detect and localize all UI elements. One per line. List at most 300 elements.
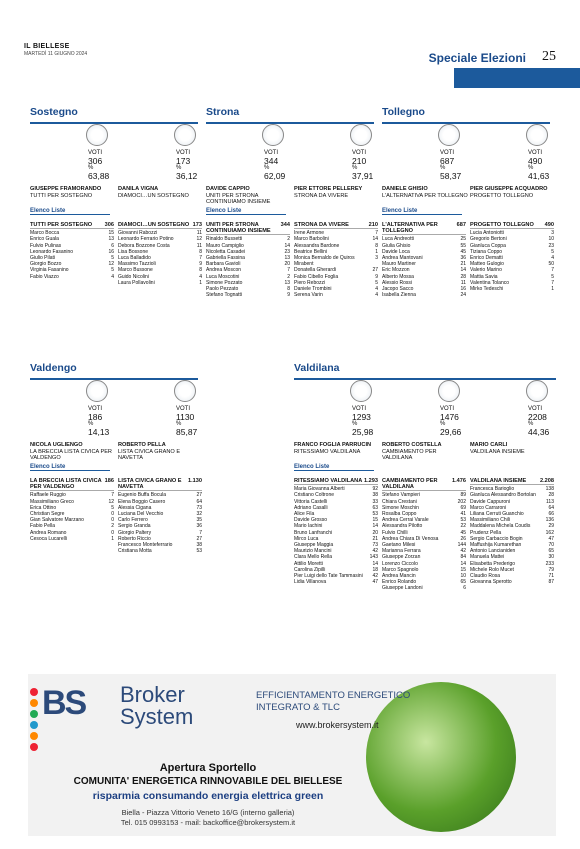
candidate-name: Enrico Dematti — [470, 255, 503, 262]
candidate-name: Alessandra Pilotto — [382, 523, 423, 530]
ad-contacts: Tel. 015 0993153 - mail: backoffice@brokersystem.it — [120, 818, 296, 827]
elenco-liste-heading: Elenco Liste — [30, 464, 110, 471]
preference-count: 9 — [375, 273, 378, 280]
preference-count: 1 — [111, 535, 114, 542]
list-table — [470, 478, 554, 585]
candidate-name: Simone Moschin — [382, 504, 419, 511]
list-name: TUTTI PER SOSTEGNO — [30, 222, 93, 228]
list-total: 490 — [544, 222, 554, 228]
preference-count: 25 — [460, 236, 466, 243]
vote-percent: 37,91 — [352, 170, 374, 181]
candidate-name: Massimo Tazzioli — [118, 261, 156, 268]
preference-count: 30 — [548, 554, 554, 561]
candidate-info — [206, 186, 292, 206]
tagline: EFFICIENTAMENTO ENERGETICO INTEGRATO & TLC — [256, 690, 411, 713]
preference-count: 21 — [460, 261, 466, 268]
candidate-name: Maffushija Kumarethan — [470, 542, 522, 549]
preference-count: 162 — [545, 529, 554, 536]
candidate-name: Serena Varin — [294, 292, 323, 299]
preference-count: 13 — [284, 279, 290, 286]
list-name: LA BRECCIA LISTA CIVICA PER VALDENGO — [30, 478, 102, 491]
candidate-info — [294, 186, 380, 199]
list-total: 344 — [280, 222, 290, 228]
preference-count: 3 — [375, 255, 378, 262]
preference-count: 28 — [460, 273, 466, 280]
preference-count: 53 — [196, 548, 202, 555]
vote-count: 210 — [352, 155, 367, 166]
preference-count: 9 — [287, 292, 290, 299]
vote-count: 687 — [440, 155, 455, 166]
preference-count: 16 — [108, 248, 114, 255]
preference-count: 92 — [372, 486, 378, 493]
vote-percent: 85,87 — [176, 426, 198, 437]
candidate-name: Carlo Ferrero — [118, 517, 148, 524]
list-row — [30, 536, 114, 542]
list-table — [382, 478, 466, 592]
list-logo-icon — [438, 380, 460, 402]
votes-label: VOTI — [440, 406, 455, 412]
preference-count: 50 — [548, 261, 554, 268]
votes-label: VOTI — [176, 150, 191, 156]
preference-count: 5 — [551, 248, 554, 255]
list-total: 173 — [192, 222, 202, 228]
candidate-name: Maddalena Michela Coudis — [470, 523, 531, 530]
preference-count: 5 — [551, 273, 554, 280]
preference-count: 2 — [287, 273, 290, 280]
candidate-name: Cristiana Motta — [118, 548, 152, 555]
vote-box — [528, 406, 549, 436]
candidate-name: Fulvio Pulinas — [30, 242, 62, 249]
preference-count: 71 — [548, 573, 554, 580]
candidate-name: Giorgio Paltery — [118, 529, 152, 536]
list-total: 210 — [368, 222, 378, 228]
publication-name: IL BIELLESE — [24, 43, 70, 50]
votes-label: VOTI — [88, 150, 103, 156]
list-name: CAMBIAMENTO PER VALDILANA — [382, 478, 438, 491]
list-logo-icon — [438, 124, 460, 146]
candidate-name: Leonardo Ferrario Potino — [118, 236, 174, 243]
candidate-name: Valentina Tolanco — [470, 279, 510, 286]
candidate-name: Massimiliano Chili — [470, 517, 511, 524]
preference-count: 23 — [548, 242, 554, 249]
candidate-name: Alessia Cigana — [118, 504, 152, 511]
preference-count: 6 — [463, 585, 466, 592]
candidate-name: Davide Loca — [382, 248, 410, 255]
candidate-name: Marco Bocca — [30, 230, 60, 237]
candidate-info — [118, 186, 204, 199]
preference-count: 13 — [108, 236, 114, 243]
candidate-name: Nicoletta Casadei — [206, 248, 246, 255]
candidate-name: Alice Fila — [294, 511, 315, 518]
candidate-name: Gabriella Fassina — [206, 255, 245, 262]
percent-label: % — [440, 165, 446, 171]
preference-count: 36 — [196, 523, 202, 530]
vote-count: 186 — [88, 411, 103, 422]
list-name: RITESSIAMO VALDILANA — [294, 478, 363, 484]
candidate-name: Gian Salvatore Marzano — [30, 517, 84, 524]
candidate-name: Chiara Crestani — [382, 498, 417, 505]
preference-count: 65 — [548, 548, 554, 555]
vote-percent: 63,88 — [88, 170, 110, 181]
candidate-name: Giuseppe Maggia — [294, 542, 334, 549]
list-table — [118, 478, 202, 554]
list-total: 2.208 — [540, 478, 554, 484]
list-table — [294, 222, 378, 298]
candidate-name: Enrico Guala — [30, 236, 59, 243]
vote-count: 344 — [264, 155, 279, 166]
section-title: Speciale Elezioni — [428, 51, 526, 65]
candidate-name: Maurizio Mancini — [294, 548, 332, 555]
candidate-name: Michele Rolo Mucet — [470, 566, 514, 573]
preference-count: 0 — [111, 511, 114, 518]
preference-count: 36 — [460, 255, 466, 262]
preference-count: 89 — [460, 492, 466, 499]
candidate-name: Mirko Tedeschi — [470, 286, 504, 293]
candidate-name: PIER ETTORE PELLEREY — [294, 186, 363, 192]
preference-count: 233 — [545, 560, 554, 567]
preference-count: 55 — [460, 242, 466, 249]
elenco-liste-heading: Elenco Liste — [206, 208, 286, 215]
municipality-title: Valdilana — [294, 362, 556, 380]
candidate-info — [30, 442, 116, 462]
candidate-name: Isabella Zienna — [382, 292, 416, 299]
votes-label: VOTI — [528, 150, 543, 156]
candidate-list: DIAMOCI…UN SOSTEGNO — [118, 192, 189, 199]
vote-percent: 25,98 — [352, 426, 374, 437]
candidate-name: Monica Bernaldo de Quiros Mirabent — [294, 255, 355, 268]
color-dots-icon — [30, 688, 40, 754]
list-total: 1.293 — [364, 478, 378, 484]
list-header — [382, 222, 466, 235]
preference-count: 7 — [551, 267, 554, 274]
candidate-name: Adriano Casalli — [294, 504, 328, 511]
preference-count: 4 — [551, 255, 554, 262]
percent-label: % — [176, 165, 182, 171]
votes-label: VOTI — [352, 406, 367, 412]
list-total: 1.130 — [188, 478, 202, 484]
candidate-name: Alessandra Bardone — [294, 242, 340, 249]
candidate-name: Bruno Lanfranchi — [294, 529, 333, 536]
preference-count: 64 — [548, 504, 554, 511]
candidate-name: Raffaele Ruggio — [30, 492, 66, 499]
preference-count: 5 — [111, 504, 114, 511]
candidate-name: Marco Spagnolo — [382, 566, 419, 573]
preference-count: 7 — [199, 529, 202, 536]
preference-count: 14 — [460, 560, 466, 567]
ad-headline: Apertura Sportello — [159, 762, 257, 774]
candidate-name: Erica Ottino — [30, 504, 57, 511]
preference-count: 2 — [111, 523, 114, 530]
candidate-name: Simone Pozzato — [206, 279, 243, 286]
preference-count: 7 — [199, 255, 202, 262]
preference-count: 15 — [372, 517, 378, 524]
percent-label: % — [528, 421, 534, 427]
preference-count: 64 — [196, 498, 202, 505]
candidate-name: Andrea Chiara Di Venosa — [382, 535, 439, 542]
preference-count: 12 — [108, 498, 114, 505]
header-bar — [24, 68, 580, 88]
candidate-name: Marianna Ferrara — [382, 548, 421, 555]
preference-count: 47 — [548, 535, 554, 542]
candidate-name: Antonio Lancianiden — [470, 548, 516, 555]
website-link[interactable]: www.brokersystem.it — [296, 720, 379, 730]
candidate-name: Debora Bozzone Costa — [118, 242, 170, 249]
candidate-name: Daniele Trombini — [294, 286, 332, 293]
candidate-name: Andrea Romano — [30, 529, 67, 536]
preference-count: 13 — [284, 255, 290, 262]
vote-count: 2208 — [528, 411, 547, 422]
preference-count: 73 — [372, 542, 378, 549]
vote-percent: 36,12 — [176, 170, 198, 181]
list-logo-icon — [350, 124, 372, 146]
candidate-name: Luca Andreotti — [382, 236, 414, 243]
list-row — [294, 255, 378, 267]
candidate-name: Luca Balladido — [118, 255, 151, 262]
candidate-name: Lorenzo Ciccolo — [382, 560, 418, 567]
candidate-name: Marco Barbolini — [294, 236, 329, 243]
candidate-name: Davide Cappuroni — [470, 498, 511, 505]
candidate-name: Elisabetta Prederigo — [470, 560, 516, 567]
list-row — [118, 280, 202, 286]
page-number: 25 — [542, 49, 556, 64]
candidate-name: Irene Armone — [294, 230, 325, 237]
list-logo-icon — [262, 124, 284, 146]
list-header — [118, 478, 202, 491]
candidate-name: Mirco Luca — [294, 535, 319, 542]
vote-box — [176, 406, 197, 436]
candidate-name: PIER GIUSEPPE ACQUADRO — [470, 186, 548, 192]
candidate-name: Guido Nicolini — [118, 273, 149, 280]
candidate-name: Fabio Cibello Foglia — [294, 273, 339, 280]
candidate-name: Piero Rebozzi — [294, 279, 326, 286]
preference-count: 87 — [548, 579, 554, 586]
candidate-info — [382, 186, 468, 199]
preference-count: 1 — [199, 279, 202, 286]
candidate-name: DANILA VIGNA — [118, 186, 159, 192]
list-logo-icon — [174, 380, 196, 402]
percent-label: % — [352, 165, 358, 171]
candidate-name: Giulia Ghisio — [382, 242, 411, 249]
preference-count: 10 — [548, 236, 554, 243]
list-header — [294, 222, 378, 229]
candidate-name: Leonardo Fasanino — [30, 248, 74, 255]
candidate-name: Eugenio Buffa Bocula — [118, 492, 167, 499]
candidate-list: CAMBIAMENTO PER VALDILANA — [382, 448, 437, 462]
preference-count: 14 — [460, 267, 466, 274]
candidate-name: Fulvio Chilli — [382, 529, 408, 536]
municipality-title: Tollegno — [382, 106, 550, 124]
ad-address: Biella - Piazza Vittorio Veneto 16/G (interno galleria) — [121, 808, 295, 817]
vote-percent: 58,37 — [440, 170, 462, 181]
preference-count: 0 — [111, 517, 114, 524]
preference-count: 15 — [460, 566, 466, 573]
preference-count: 144 — [457, 542, 466, 549]
preference-count: 21 — [372, 535, 378, 542]
advertisement[interactable] — [28, 674, 556, 836]
list-name: VALDILANA INSIEME — [470, 478, 527, 484]
list-table — [294, 478, 378, 585]
votes-label: VOTI — [528, 406, 543, 412]
list-name: LISTA CIVICA GRANO E NAVETTA — [118, 478, 182, 491]
preference-count: 14 — [372, 560, 378, 567]
preference-count: 3 — [551, 230, 554, 237]
list-row — [382, 585, 466, 591]
list-table — [30, 222, 114, 280]
preference-count: 8 — [199, 248, 202, 255]
preference-count: 63 — [372, 504, 378, 511]
list-header — [470, 222, 554, 229]
preference-count: 12 — [108, 261, 114, 268]
vote-count: 1476 — [440, 411, 459, 422]
publication-date: MARTEDÌ 11 GIUGNO 2024 — [24, 51, 88, 57]
preference-count: 0 — [111, 529, 114, 536]
votes-label: VOTI — [88, 406, 103, 412]
list-name: DIAMOCI…UN SOSTEGNO — [118, 222, 190, 228]
candidate-name: Cesoca Lucarelli — [30, 535, 67, 542]
preference-count: 27 — [372, 267, 378, 274]
preference-count: 29 — [548, 523, 554, 530]
candidate-name: Carolina Zipilli — [294, 566, 326, 573]
percent-label: % — [88, 421, 94, 427]
preference-count: 20 — [284, 261, 290, 268]
candidate-name: Giuseppe Zorzan — [382, 554, 421, 561]
vote-count: 490 — [528, 155, 543, 166]
candidate-name: Prudenz Pella — [470, 529, 502, 536]
list-logo-icon — [86, 124, 108, 146]
list-total: 687 — [456, 222, 466, 228]
vote-percent: 29,66 — [440, 426, 462, 437]
candidate-list: LA BRECCIA LISTA CIVICA PER VALDENGO — [30, 448, 112, 462]
vote-percent: 44,36 — [528, 426, 550, 437]
list-row — [470, 579, 554, 585]
elenco-liste-heading: Elenco Liste — [294, 464, 374, 471]
municipality-title: Valdengo — [30, 362, 198, 380]
list-total: 1.476 — [452, 478, 466, 484]
preference-count: 7 — [287, 267, 290, 274]
candidate-list: STRONA DA VIVERE — [294, 192, 349, 199]
vote-box — [352, 150, 373, 180]
list-row — [382, 292, 466, 298]
candidate-name: Attilio Moretti — [294, 560, 323, 567]
candidate-name: Giorgio Bozzo — [30, 261, 62, 268]
candidate-name: Luciana Del Vecchio — [118, 511, 164, 518]
list-table — [206, 222, 290, 298]
vote-box — [176, 150, 197, 180]
candidate-name: Fabio Pella — [30, 523, 56, 530]
municipality-valdilana — [294, 362, 556, 592]
list-row — [206, 292, 290, 298]
candidate-name: Gianluca Alessandro Bortolan — [470, 492, 536, 499]
candidate-name: Fabio Viazzo — [30, 273, 59, 280]
preference-count: 27 — [196, 535, 202, 542]
candidate-name: Giuseppe Landoni — [382, 585, 423, 592]
list-header — [118, 222, 202, 229]
candidate-name: NICOLA UGLIENGO — [30, 442, 83, 448]
preference-count: 33 — [372, 498, 378, 505]
preference-count: 1 — [551, 286, 554, 293]
candidate-name: Stefano Tognatti — [206, 292, 243, 299]
preference-count: 70 — [548, 542, 554, 549]
percent-label: % — [440, 421, 446, 427]
preference-count: 12 — [196, 236, 202, 243]
preference-count: 202 — [457, 498, 466, 505]
preference-count: 11 — [460, 279, 466, 286]
preference-count: 4 — [375, 286, 378, 293]
preference-count: 4 — [111, 273, 114, 280]
vote-box — [352, 406, 373, 436]
municipality-sostegno — [30, 106, 202, 286]
candidate-name: Gregorio Bertoni — [470, 236, 507, 243]
candidate-name: Virginia Fasanino — [30, 267, 69, 274]
preference-count: 15 — [108, 230, 114, 237]
votes-label: VOTI — [264, 150, 279, 156]
logo-letters: BS — [42, 684, 86, 722]
list-table — [382, 222, 466, 298]
municipality-title: Sostegno — [30, 106, 198, 124]
preference-count: 7 — [551, 279, 554, 286]
preference-count: 84 — [460, 554, 466, 561]
candidate-name: Vittoria Castelli — [294, 498, 328, 505]
municipality-valdengo — [30, 362, 202, 555]
preference-count: 8 — [199, 267, 202, 274]
candidate-name: Pier Luigi dello Tate Tammasini — [294, 573, 363, 580]
list-row — [294, 292, 378, 298]
candidate-info — [470, 186, 556, 199]
brand-name: Broker System — [120, 682, 194, 729]
list-table — [30, 478, 114, 542]
preference-count: 41 — [460, 511, 466, 518]
list-logo-icon — [526, 124, 548, 146]
preference-count: 6 — [111, 242, 114, 249]
candidate-name: Sergio Granda — [118, 523, 151, 530]
candidate-name: Valerio Marino — [470, 267, 502, 274]
candidate-name: Rosalba Coppo — [382, 511, 417, 518]
preference-count: 69 — [460, 504, 466, 511]
preference-count: 2 — [287, 236, 290, 243]
candidate-list: TUTTI PER SOSTEGNO — [30, 192, 93, 199]
vote-percent: 14,13 — [88, 426, 110, 437]
preference-count: 4 — [375, 292, 378, 299]
candidate-name: Marco Bussone — [118, 267, 153, 274]
vote-box — [88, 150, 109, 180]
preference-count: 45 — [460, 529, 466, 536]
candidate-name: Jacopo Sacco — [382, 286, 414, 293]
vote-box — [440, 150, 461, 180]
list-total: 186 — [104, 478, 114, 484]
preference-count: 23 — [284, 248, 290, 255]
votes-label: VOTI — [440, 150, 455, 156]
percent-label: % — [264, 165, 270, 171]
elenco-liste-heading: Elenco Liste — [382, 208, 462, 215]
preference-count: 136 — [545, 517, 554, 524]
candidate-name: Matteo Gulogio — [470, 261, 504, 268]
preference-count: 22 — [460, 523, 466, 530]
vote-count: 173 — [176, 155, 191, 166]
elenco-liste-heading: Elenco Liste — [30, 208, 110, 215]
list-header — [30, 222, 114, 229]
preference-count: 42 — [372, 573, 378, 580]
votes-label: VOTI — [352, 150, 367, 156]
preference-count: 42 — [372, 548, 378, 555]
candidate-name: Francesca Barioglio — [470, 486, 515, 493]
candidate-name: Rinaldo Bussetti — [206, 236, 243, 243]
preference-count: 5 — [111, 267, 114, 274]
preference-count: 38 — [196, 542, 202, 549]
preference-count: 18 — [372, 566, 378, 573]
candidate-name: Mauro Campiglio — [206, 242, 244, 249]
candidate-name: Luca Moscotini — [206, 273, 240, 280]
candidate-name: Lisa Bossone — [118, 248, 149, 255]
